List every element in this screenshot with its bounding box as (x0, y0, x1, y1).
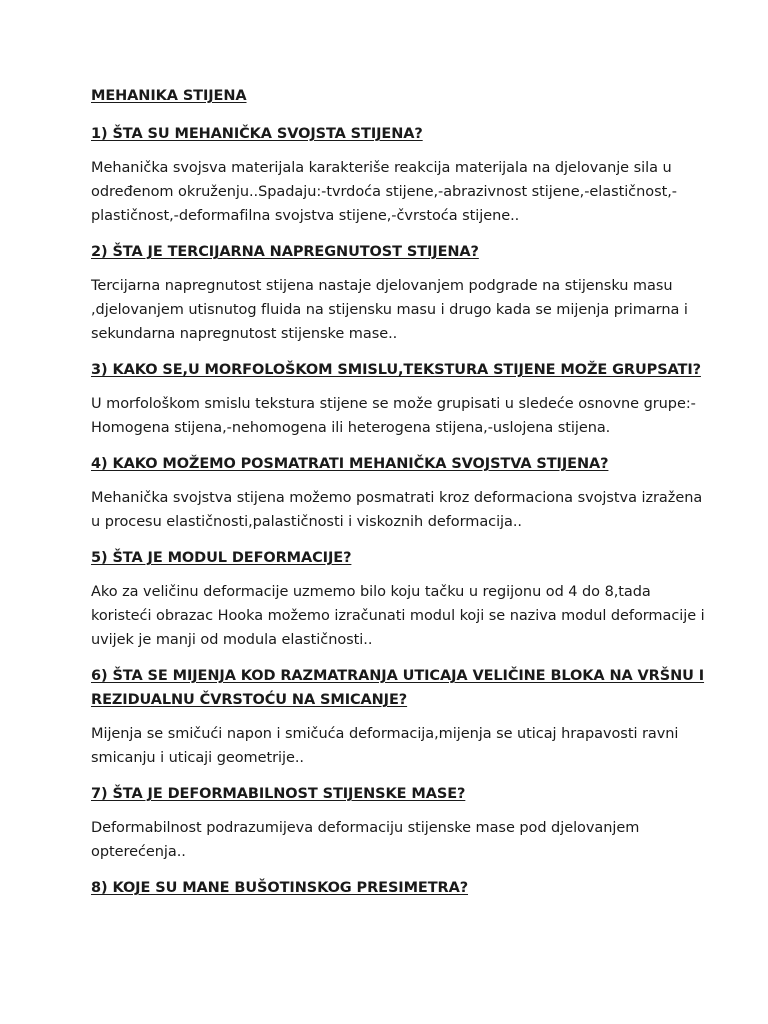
qa-item-2 (91, 240, 708, 346)
answer-6: Mijenja se smičući napon i smičuća deformacija,mijenja se uticaj hrapavosti ravni smicanju i uticaji geometrije.. (91, 726, 679, 766)
qa-item-8 (91, 876, 708, 900)
question-3: 3) KAKO SE,U MORFOLOŠKOM SMISLU,TEKSTURA STIJENE MOŽE GRUPSATI? (91, 362, 701, 378)
qa-item-3 (91, 358, 708, 440)
answer-1: Mehanička svojsva materijala karakteriše reakcija materijala na djelovanje sila u određenom okruženju..Spadaju:-tvrdoća stijene,-abrazivnost stijene,-elastičnost,-plastičnost,-deformafilna svojstva stijene,-čvrstoća stijene.. (91, 160, 677, 224)
qa-item-6 (91, 664, 708, 770)
qa-item-1 (91, 122, 708, 228)
question-5: 5) ŠTA JE MODUL DEFORMACIJE? (91, 550, 352, 566)
answer-5: Ako za veličinu deformacije uzmemo bilo koju tačku u regijonu od 4 do 8,tada koristeći obrazac Hooka možemo izračunati modul koji se naziva modul deformacije i uvijek je manji od modula elastičnosti.. (91, 584, 705, 648)
question-6: 6) ŠTA SE MIJENJA KOD RAZMATRANJA UTICAJA VELIČINE BLOKA NA VRŠNU I REZIDUALNU ČVRSTOĆU NA SMICANJE? (91, 668, 705, 708)
answer-7: Deformabilnost podrazumijeva deformaciju stijenske mase pod djelovanjem opterećenja.. (91, 820, 640, 860)
question-8: 8) KOJE SU MANE BUŠOTINSKOG PRESIMETRA? (91, 880, 469, 896)
answer-4: Mehanička svojstva stijena možemo posmatrati kroz deformaciona svojstva izražena u procesu elastičnosti,palastičnosti i viskoznih deformacija.. (91, 490, 703, 530)
document-title: MEHANIKA STIJENA (91, 88, 247, 104)
question-7: 7) ŠTA JE DEFORMABILNOST STIJENSKE MASE? (91, 786, 466, 802)
qa-item-5 (91, 546, 708, 652)
qa-item-4 (91, 452, 708, 534)
answer-3: U morfološkom smislu tekstura stijene se može grupisati u sledeće osnovne grupe:-Homogena stijena,-nehomogena ili heterogena stijena,-uslojena stijena. (91, 396, 696, 436)
qa-item-7 (91, 782, 708, 864)
question-1: 1) ŠTA SU MEHANIČKA SVOJSTA STIJENA? (91, 126, 423, 142)
question-4: 4) KAKO MOŽEMO POSMATRATI MEHANIČKA SVOJSTVA STIJENA? (91, 456, 609, 472)
answer-2: Tercijarna napregnutost stijena nastaje djelovanjem podgrade na stijensku masu ,djelovanjem utisnutog fluida na stijensku masu i drugo kada se mijenja primarna i sekundarna napregnutost stijenske mase.. (91, 278, 688, 342)
question-2: 2) ŠTA JE TERCIJARNA NAPREGNUTOST STIJENA? (91, 244, 479, 260)
